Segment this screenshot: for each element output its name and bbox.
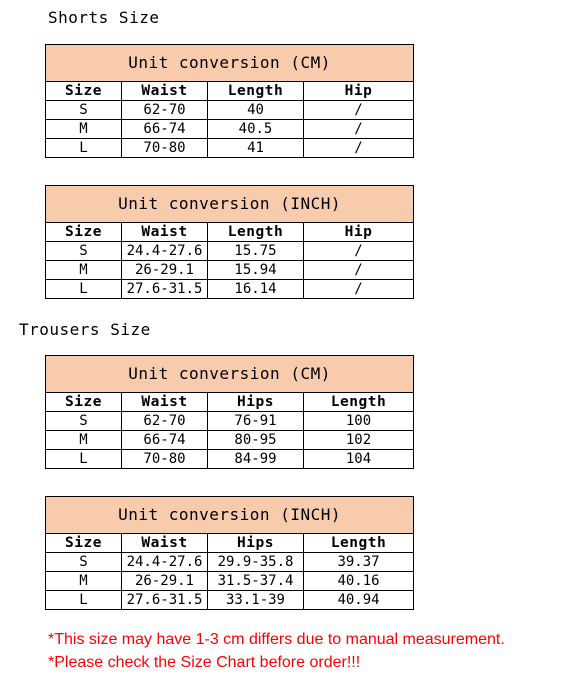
cell-length: 15.75 (208, 242, 304, 261)
cell-size: M (46, 120, 122, 139)
table-row (46, 101, 414, 120)
cell-hip: / (304, 280, 414, 299)
table-row (46, 242, 414, 261)
cell-length: 40.94 (304, 591, 414, 610)
cell-size: L (46, 280, 122, 299)
table-header-row (46, 534, 414, 553)
header-waist: Waist (122, 82, 208, 101)
cell-hips: 76-91 (208, 412, 304, 431)
trousers-cm-caption: Unit conversion (CM) (46, 356, 414, 393)
header-length: Length (304, 393, 414, 412)
header-size: Size (46, 393, 122, 412)
cell-waist: 62-70 (122, 412, 208, 431)
table-row (46, 412, 414, 431)
cell-size: L (46, 591, 122, 610)
table-row (46, 431, 414, 450)
cell-size: M (46, 572, 122, 591)
table-row (46, 261, 414, 280)
cell-hip: / (304, 261, 414, 280)
cell-size: S (46, 553, 122, 572)
header-hips: Hips (208, 393, 304, 412)
table-row (46, 591, 414, 610)
header-waist: Waist (122, 534, 208, 553)
header-hip: Hip (304, 82, 414, 101)
cell-length: 40.5 (208, 120, 304, 139)
header-size: Size (46, 223, 122, 242)
cell-length: 102 (304, 431, 414, 450)
header-hips: Hips (208, 534, 304, 553)
size-chart-note: *Please check the Size Chart before order!!! (48, 654, 361, 671)
cell-length: 100 (304, 412, 414, 431)
cell-hip: / (304, 120, 414, 139)
table-row (46, 553, 414, 572)
table-row (46, 139, 414, 158)
header-hip: Hip (304, 223, 414, 242)
header-waist: Waist (122, 393, 208, 412)
cell-waist: 62-70 (122, 101, 208, 120)
cell-waist: 24.4-27.6 (122, 553, 208, 572)
table-row (46, 280, 414, 299)
cell-waist: 66-74 (122, 431, 208, 450)
cell-hips: 29.9-35.8 (208, 553, 304, 572)
header-size: Size (46, 82, 122, 101)
trousers-section-title: Trousers Size (19, 320, 151, 339)
header-length: Length (208, 223, 304, 242)
cell-waist: 24.4-27.6 (122, 242, 208, 261)
table-row (46, 120, 414, 139)
cell-waist: 70-80 (122, 139, 208, 158)
cell-hips: 33.1-39 (208, 591, 304, 610)
cell-length: 104 (304, 450, 414, 469)
cell-waist: 70-80 (122, 450, 208, 469)
header-waist: Waist (122, 223, 208, 242)
cell-hip: / (304, 101, 414, 120)
cell-length: 15.94 (208, 261, 304, 280)
cell-hips: 80-95 (208, 431, 304, 450)
table-row (46, 450, 414, 469)
cell-hips: 84-99 (208, 450, 304, 469)
cell-waist: 27.6-31.5 (122, 280, 208, 299)
cell-size: S (46, 412, 122, 431)
trousers-inch-caption: Unit conversion (INCH) (46, 497, 414, 534)
table-row (46, 572, 414, 591)
cell-waist: 27.6-31.5 (122, 591, 208, 610)
shorts-cm-caption: Unit conversion (CM) (46, 45, 414, 82)
trousers-cm-table (45, 355, 414, 469)
cell-length: 40.16 (304, 572, 414, 591)
shorts-inch-caption: Unit conversion (INCH) (46, 186, 414, 223)
cell-size: S (46, 242, 122, 261)
cell-waist: 66-74 (122, 120, 208, 139)
cell-length: 41 (208, 139, 304, 158)
cell-length: 16.14 (208, 280, 304, 299)
cell-hips: 31.5-37.4 (208, 572, 304, 591)
cell-length: 39.37 (304, 553, 414, 572)
cell-size: L (46, 450, 122, 469)
measurement-note: *This size may have 1-3 cm differs due to manual measurement. (48, 631, 505, 648)
header-length: Length (304, 534, 414, 553)
cell-waist: 26-29.1 (122, 261, 208, 280)
shorts-cm-table (45, 44, 414, 158)
cell-length: 40 (208, 101, 304, 120)
table-header-row (46, 82, 414, 101)
cell-hip: / (304, 139, 414, 158)
cell-size: S (46, 101, 122, 120)
header-size: Size (46, 534, 122, 553)
table-header-row (46, 393, 414, 412)
cell-size: L (46, 139, 122, 158)
cell-size: M (46, 261, 122, 280)
shorts-section-title: Shorts Size (48, 8, 160, 27)
cell-waist: 26-29.1 (122, 572, 208, 591)
header-length: Length (208, 82, 304, 101)
cell-size: M (46, 431, 122, 450)
trousers-inch-table (45, 496, 414, 610)
shorts-inch-table (45, 185, 414, 299)
cell-hip: / (304, 242, 414, 261)
table-header-row (46, 223, 414, 242)
